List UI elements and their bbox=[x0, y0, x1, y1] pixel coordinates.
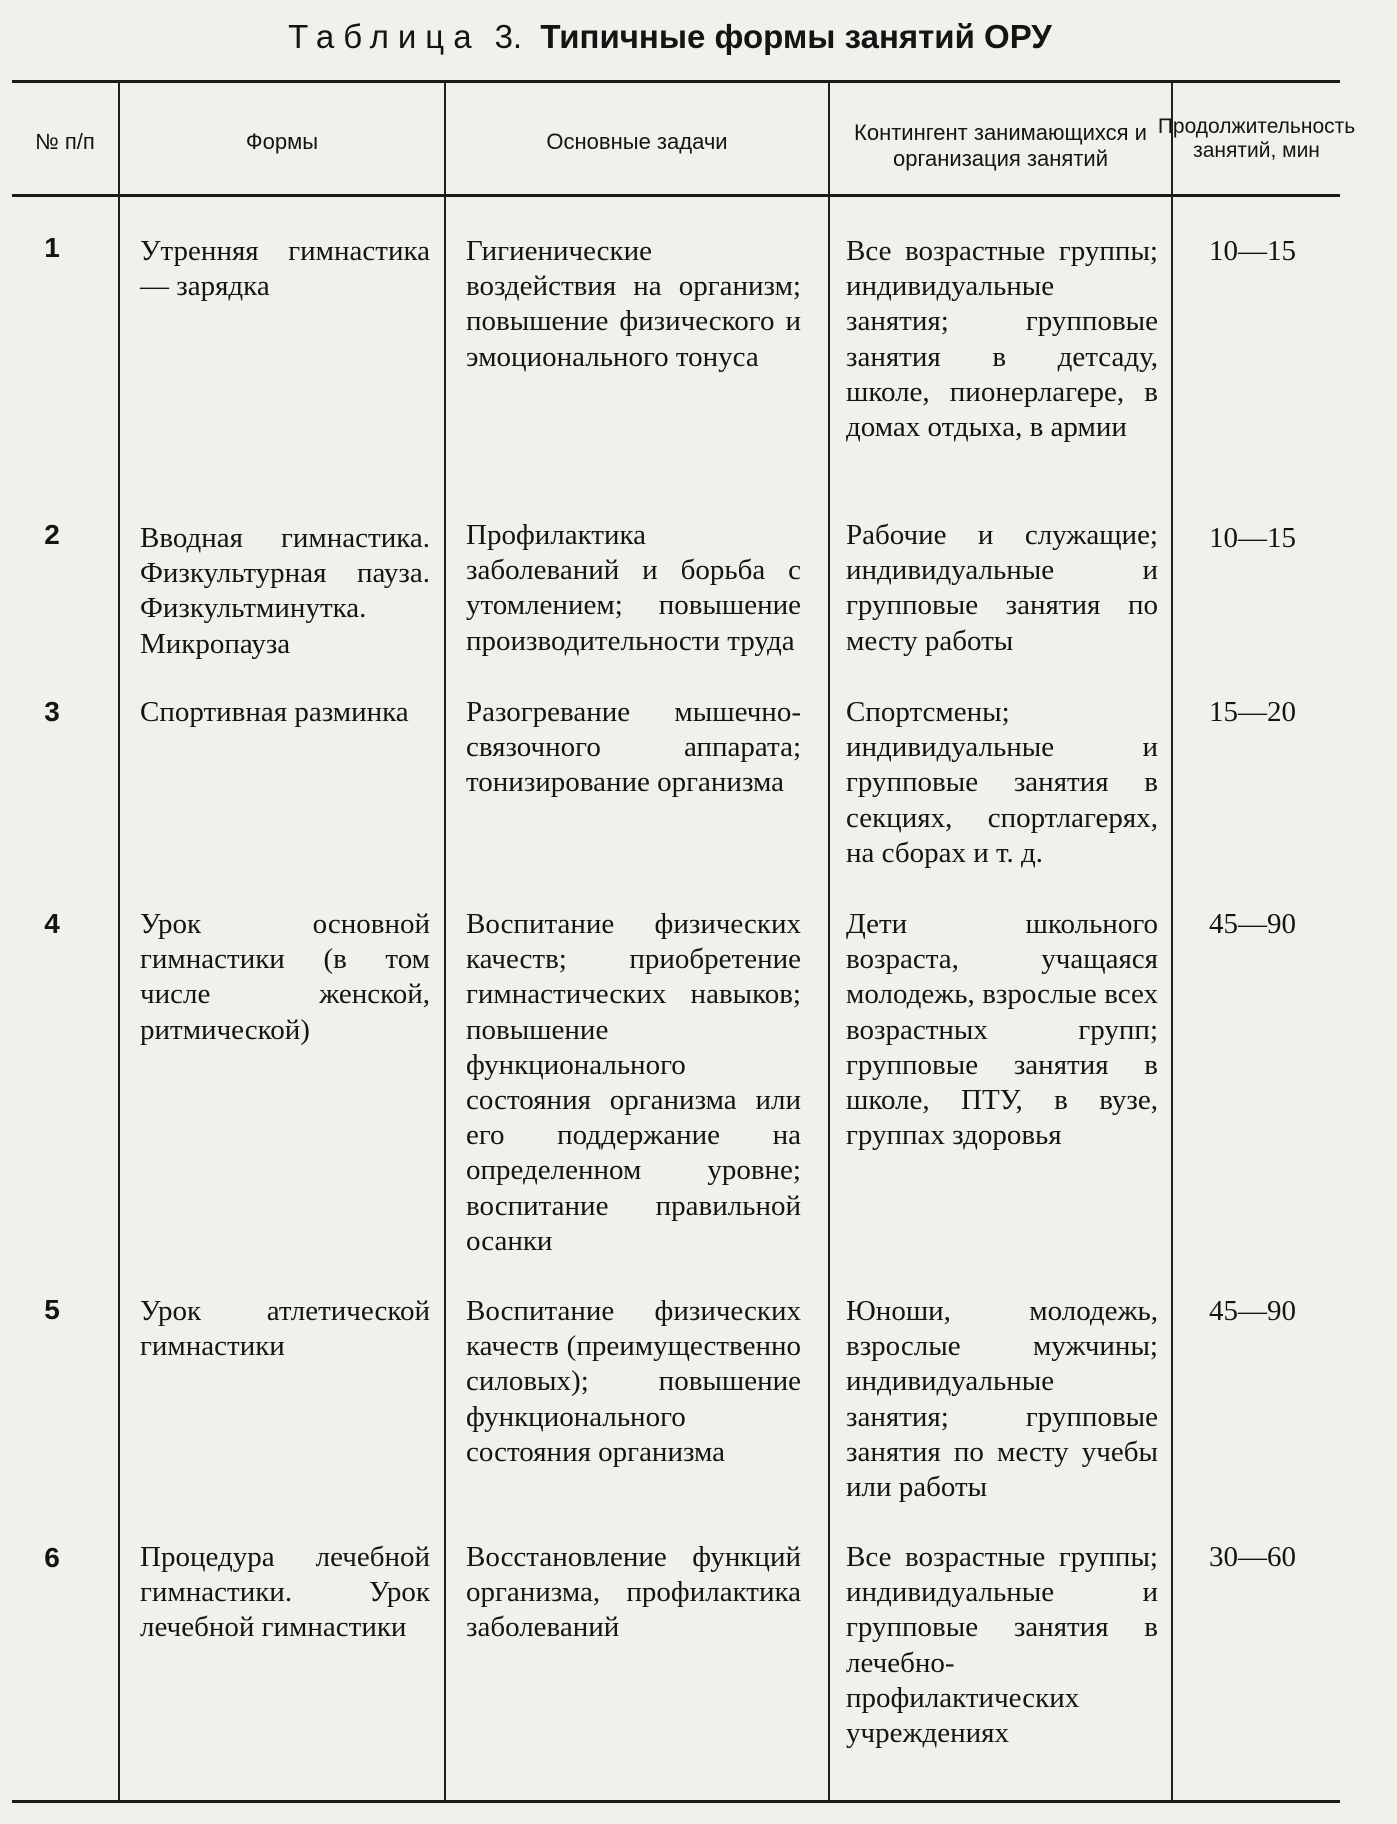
column-divider bbox=[118, 83, 120, 1800]
row-6-contingent: Все возрастные группы; индивидуальные и групповые занятия в лечебно-профилактических учреждениях bbox=[846, 1541, 1158, 1750]
row-4-duration: 45—90 bbox=[1209, 908, 1296, 940]
row-6-duration: 30—60 bbox=[1209, 1541, 1296, 1573]
row-5-form: Урок атлетической гимнастики bbox=[140, 1295, 430, 1363]
row-6-tasks: Восстановление функций организма, профилактика заболеваний bbox=[466, 1541, 801, 1644]
row-3-number: 3 bbox=[44, 696, 60, 727]
header-number: № п/п bbox=[35, 129, 95, 154]
row-2-number: 2 bbox=[44, 519, 60, 550]
row-4-contingent: Дети школьного возраста, учащаяся молодежь, взрослые всех возрастных групп; групповые занятия в школе, ПТУ, в вузе, группах здоровья bbox=[846, 908, 1158, 1152]
row-4-form: Урок основной гимнастики (в том числе женской, ритмической) bbox=[140, 908, 430, 1046]
table-bottom-rule bbox=[12, 1800, 1340, 1803]
row-2-contingent: Рабочие и служащие; индивидуальные и групповые занятия по месту работы bbox=[846, 519, 1158, 657]
column-divider bbox=[828, 83, 830, 1800]
table-caption bbox=[0, 18, 1340, 57]
caption-title: Типичные формы занятий ОРУ bbox=[540, 18, 1052, 55]
row-1-contingent: Все возрастные группы; индивидуальные занятия; групповые занятия в детсаду, школе, пионерлагере, в домах отдыха, в армии bbox=[846, 235, 1158, 444]
row-3-form: Спортивная разминка bbox=[140, 696, 409, 728]
row-5-tasks: Воспитание физических качеств (преимущественно силовых); повышение функционального состояния организма bbox=[466, 1295, 801, 1468]
row-2-duration: 10—15 bbox=[1209, 522, 1296, 554]
row-2-form: Вводная гимнастика. Физкультурная пауза. Физкультминутка. Микропауза bbox=[140, 522, 430, 660]
row-2-tasks: Профилактика заболеваний и борьба с утомлением; повышение производительности труда bbox=[466, 519, 801, 657]
row-1-number: 1 bbox=[44, 232, 60, 263]
row-3-duration: 15—20 bbox=[1209, 696, 1296, 728]
header-tasks: Основные задачи bbox=[546, 129, 728, 154]
row-4-number: 4 bbox=[44, 908, 60, 939]
caption-number: 3. bbox=[494, 18, 523, 55]
row-1-tasks: Гигиенические воздействия на организм; повышение физического и эмоционального тонуса bbox=[466, 235, 801, 373]
column-divider bbox=[444, 83, 446, 1800]
row-4-tasks: Воспитание физических качеств; приобретение гимнастических навыков; повышение функционального состояния организма или его поддержание на определенном уровне; воспитание правильной осанки bbox=[466, 908, 801, 1257]
header-forms: Формы bbox=[245, 129, 319, 154]
caption-label: Таблица bbox=[288, 18, 481, 55]
column-divider bbox=[1171, 83, 1173, 1800]
row-1-form: Утренняя гимнастика — зарядка bbox=[140, 235, 430, 303]
row-6-number: 6 bbox=[44, 1542, 60, 1573]
header-duration: Продолжительность занятий, мин bbox=[1157, 115, 1356, 162]
row-3-contingent: Спортсмены; индивидуальные и групповые занятия в секциях, спортлагерях, на сборах и т. д. bbox=[846, 696, 1158, 869]
header-contingent: Контингент занимающихся и организация занятий bbox=[854, 120, 1147, 171]
row-3-tasks: Разогревание мышечно-связочного аппарата; тонизирование организма bbox=[466, 696, 801, 799]
row-1-duration: 10—15 bbox=[1209, 235, 1296, 267]
row-5-number: 5 bbox=[44, 1294, 60, 1325]
table-header-rule bbox=[12, 194, 1340, 197]
table-top-rule bbox=[12, 80, 1340, 83]
row-5-contingent: Юноши, молодежь, взрослые мужчины; индивидуальные занятия; групповые занятия по месту учебы или работы bbox=[846, 1295, 1158, 1504]
row-5-duration: 45—90 bbox=[1209, 1295, 1296, 1327]
row-6-form: Процедура лечебной гимнастики. Урок лечебной гимнастики bbox=[140, 1541, 430, 1644]
